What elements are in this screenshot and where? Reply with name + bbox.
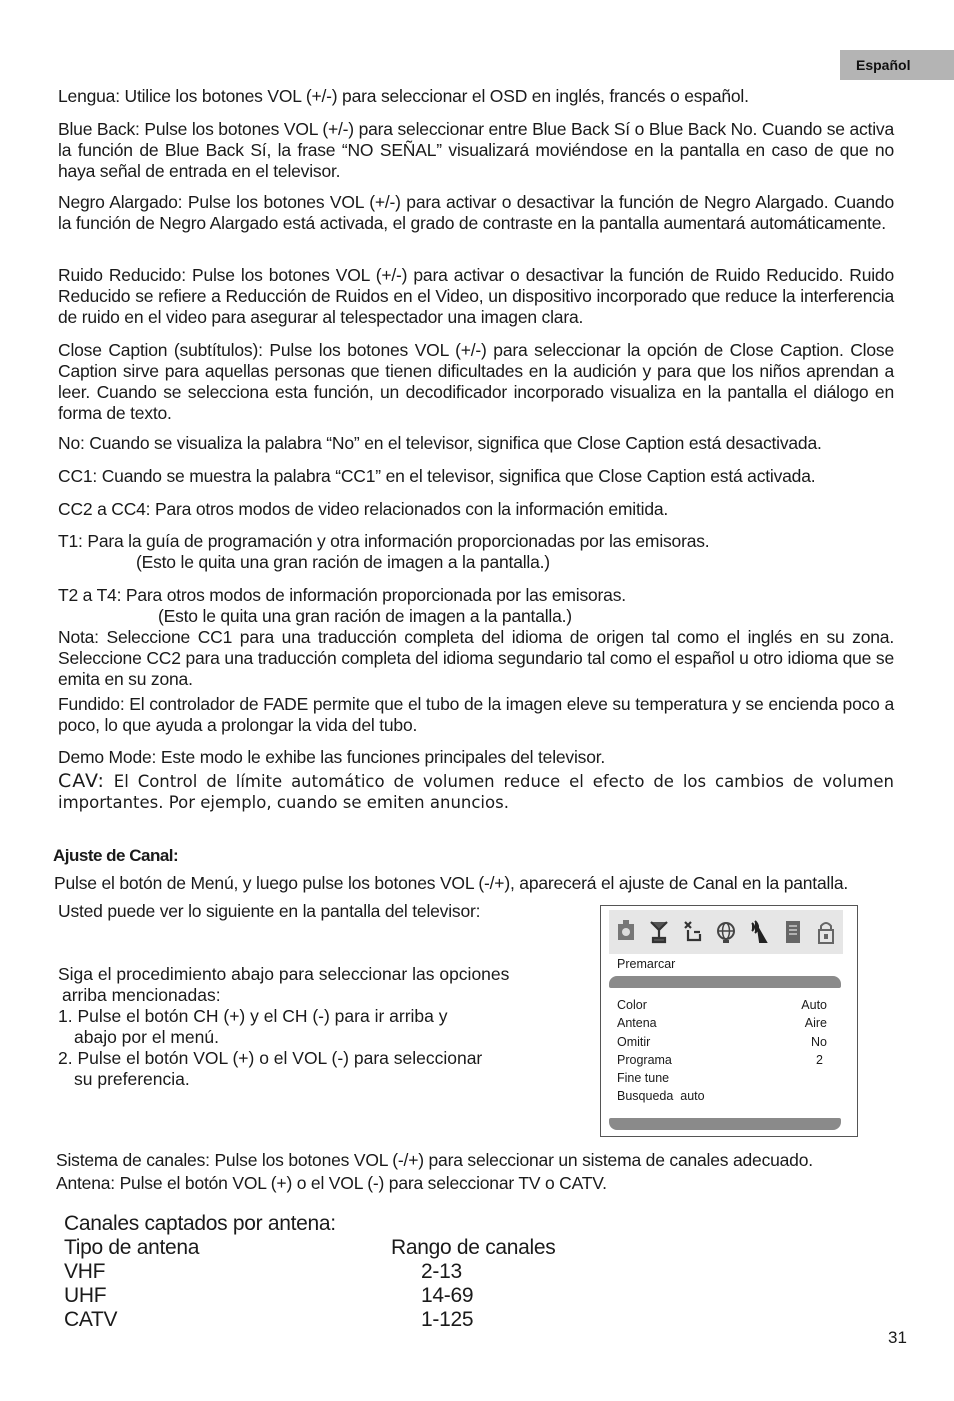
picture-icon [615,918,637,946]
sound-icon [648,918,670,946]
osd-row-label: Antena [617,1016,657,1031]
channels-table [64,1212,591,1332]
lock-icon [815,918,837,946]
table-row [64,1308,591,1332]
cell-antenna-type: CATV [64,1308,118,1331]
antenna-icon [748,918,770,946]
t2-line2: (Esto le quita una gran ración de imagen a la pantalla.) [158,606,572,626]
paragraph-lengua: Lengua: Utilice los botones VOL (+/-) para seleccionar el OSD en inglés, francés o español. [58,86,749,106]
osd-row-label: Fine tune [617,1071,670,1086]
osd-bottom-bar [609,1118,841,1130]
osd-title: Premarcar [617,957,676,971]
t1-line1: T1: Para la guía de programación y otra información proporcionadas por las emisoras. [58,531,710,551]
paragraph-t1 [58,531,894,573]
paragraph-cc2: CC2 a CC4: Para otros modos de video relacionados con la información emitida. [58,499,669,519]
section-intro: Pulse el botón de Menú, y luego pulse los botones VOL (-/+), aparecerá el ajuste de Canal en la pantalla. [54,873,849,893]
osd-row-label: Omitir [617,1034,651,1049]
paragraph-negro-alargado: Negro Alargado: Pulse los botones VOL (+/-) para activar o desactivar la función de Negro Alargado. Cuando la función de Negro Alargado está activada, el grado de contraste en la pantalla aumentará automáticamente. [58,192,894,233]
steps-intro-line2: arriba mencionadas: [62,985,221,1005]
step-1-line2: abajo por el menú. [74,1027,219,1047]
cav-text: El Control de límite automático de volumen reduce el efecto de los cambios de volumen importantes. Por ejemplo, cuando se emiten anuncios. [58,772,894,812]
paragraph-nota: Nota: Seleccione CC1 para una traducción completa del idioma de origen tal como el inglés en su zona. Seleccione CC2 para una traducción completa del idioma segundario tal como el español u otro idioma que se emita en su zona. [58,627,894,689]
osd-row-value: No [811,1034,827,1049]
header-channel-range: Rango de canales [391,1236,556,1259]
t2-line1: T2 a T4: Para otros modos de información proporcionada por las emisoras. [58,585,626,605]
osd-row-label: Color [617,998,647,1012]
osd-row-fine-tune [617,1069,827,1087]
osd-screen [600,905,858,1137]
paragraph-demo-mode: Demo Mode: Este modo le exhibe las funciones principales del televisor. [58,747,606,767]
osd-row-label: Busqueda auto [617,1089,705,1104]
cav-label: CAV: [58,770,105,792]
paragraph-cav [58,771,894,813]
globe-icon [715,918,737,946]
osd-row-label: Programa [617,1052,672,1067]
channels-table-title: Canales captados por antena: [64,1212,336,1235]
paragraph-ruido-reducido: Ruido Reducido: Pulse los botones VOL (+/-) para activar o desactivar la función de Ruido Reducido. Ruido Reducido se refiere a Reducción de Ruidos en el Video, un dispositivo incorporado que reduce la interferencia de ruido en el video para asegurar al telespectador una imagen clara. [58,265,894,327]
osd-row-busqueda [617,1087,827,1105]
osd-row-value: 2 [816,1052,823,1067]
osd-row-programa [617,1051,827,1069]
channels-table-header [64,1236,591,1260]
section-heading: Ajuste de Canal: [53,846,179,865]
osd-row-antena [617,1014,827,1032]
cell-channel-range: 2-13 [421,1260,462,1283]
osd-menu [617,996,827,1106]
steps-list [58,964,578,1090]
function-icon [682,918,704,946]
paragraph-antena: Antena: Pulse el botón VOL (+) o el VOL (-) para seleccionar TV o CATV. [56,1173,607,1193]
paragraph-cc1: CC1: Cuando se muestra la palabra “CC1” en el televisor, significa que Close Caption está activada. [58,466,816,486]
cell-channel-range: 1-125 [421,1308,474,1331]
osd-row-value: Aire [804,1016,827,1031]
osd-icon-bar [609,910,843,954]
step-2-line2: su preferencia. [74,1069,190,1089]
t1-line2: (Esto le quita una gran ración de imagen a la pantalla.) [136,552,550,572]
paragraph-close-caption: Close Caption (subtítulos): Pulse los botones VOL (+/-) para seleccionar la opción de Close Caption. Close Caption sirve para aquellas personas que tienen dificultades en la audición y para que los niños aprendan a leer. Cuando se selecciona esta función, un decodificador incorporado visualiza en la pantalla el diálogo en forma de texto. [58,340,894,423]
page-number: 31 [888,1328,907,1347]
osd-row-omitir [617,1033,827,1051]
steps-intro-line1: Siga el procedimiento abajo para seleccionar las opciones [58,964,510,984]
osd-row-value: Auto [801,998,827,1012]
osd-top-bar [609,976,841,988]
screen-note: Usted puede ver lo siguiente en la pantalla del televisor: [58,901,481,921]
step-1-line1: 1. Pulse el botón CH (+) y el CH (-) para ir arriba y [58,1006,448,1026]
paragraph-blue-back: Blue Back: Pulse los botones VOL (+/-) para seleccionar entre Blue Back Sí o Blue Back No. Cuando se activa la función de Blue Back Sí, la frase “NO SEÑAL” visualizará moviéndose en la pantalla en caso de que no haya señal de entrada en el televisor. [58,119,894,181]
osd-row-color [617,996,827,1014]
step-2-line1: 2. Pulse el botón VOL (+) o el VOL (-) para seleccionar [58,1048,483,1068]
cell-channel-range: 14-69 [421,1284,474,1307]
header-antenna-type: Tipo de antena [64,1236,200,1259]
language-tab: Español [840,50,954,80]
paragraph-t2 [58,585,894,627]
cell-antenna-type: VHF [64,1260,106,1283]
document-icon [782,918,804,946]
paragraph-fundido: Fundido: El controlador de FADE permite que el tubo de la imagen eleve su temperatura y se encienda poco a poco, lo que ayuda a prolongar la vida del tubo. [58,694,894,735]
paragraph-sistema: Sistema de canales: Pulse los botones VOL (-/+) para seleccionar un sistema de canales adecuado. [56,1150,813,1170]
cell-antenna-type: UHF [64,1284,107,1307]
table-row [64,1284,591,1308]
paragraph-no: No: Cuando se visualiza la palabra “No” en el televisor, significa que Close Caption está desactivada. [58,433,822,453]
table-row [64,1260,591,1284]
